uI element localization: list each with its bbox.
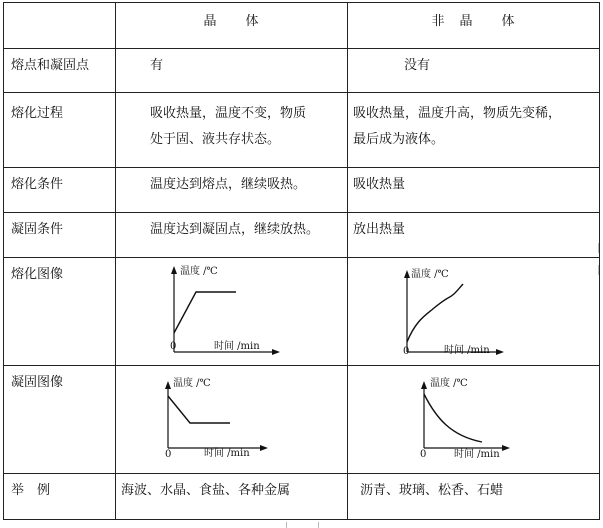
x-axis-label: 时间 /min xyxy=(454,449,500,461)
table-header-row xyxy=(4,3,600,49)
x-axis-arrow xyxy=(260,445,268,451)
header-crystal: 晶 体 xyxy=(116,3,348,49)
header-empty-cell xyxy=(4,3,116,49)
crystal-cell: 吸收热量，温度不变，物质 处于固、液共存状态。 xyxy=(116,93,348,167)
table-row xyxy=(4,473,600,519)
amorphous-cell: 吸收热量，温度升高，物质先变稀， 最后成为液体。 xyxy=(348,93,600,167)
melting-curve xyxy=(407,284,463,342)
crystal-comparison-table xyxy=(3,2,600,520)
origin-label: 0 xyxy=(420,449,427,461)
crystal-melting-graph xyxy=(124,260,339,360)
amorphous-cell: 放出热量 xyxy=(348,212,600,257)
crystal-melting-graph-cell xyxy=(116,257,348,365)
page-edge-mark xyxy=(598,243,599,253)
solidifying-curve xyxy=(168,396,230,423)
table-row xyxy=(4,212,600,257)
table-row xyxy=(4,257,600,365)
melting-curve xyxy=(174,292,236,333)
page-edge-mark xyxy=(286,522,287,528)
y-axis-label: 温度 /℃ xyxy=(411,268,449,280)
crystal-solidifying-graph xyxy=(124,368,339,468)
row-label: 举 例 xyxy=(4,473,116,519)
header-amorphous: 非 晶 体 xyxy=(348,3,600,49)
row-label: 熔化图像 xyxy=(4,257,116,365)
y-axis-arrow xyxy=(171,266,177,274)
y-axis-arrow xyxy=(404,270,410,278)
x-axis-label: 时间 /min xyxy=(444,344,490,356)
table-row xyxy=(4,49,600,93)
amorphous-solidifying-graph xyxy=(356,368,591,468)
crystal-cell: 温度达到熔点，继续吸热。 xyxy=(116,167,348,212)
x-axis-label: 时间 /min xyxy=(204,448,250,460)
page-edge-mark xyxy=(598,265,599,275)
crystal-cell: 有 xyxy=(116,49,348,93)
x-axis-arrow xyxy=(496,349,504,355)
y-axis-arrow xyxy=(165,381,171,389)
y-axis-arrow xyxy=(421,381,427,389)
amorphous-cell: 吸收热量 xyxy=(348,167,600,212)
solidifying-curve xyxy=(424,394,482,442)
row-label: 熔点和凝固点 xyxy=(4,49,116,93)
row-label: 熔化条件 xyxy=(4,167,116,212)
table-row xyxy=(4,167,600,212)
amorphous-cell: 沥青、玻璃、松香、石蜡 xyxy=(348,473,600,519)
amorphous-cell: 没有 xyxy=(348,49,600,93)
origin-label: 0 xyxy=(170,340,177,352)
crystal-cell: 温度达到凝固点，继续放热。 xyxy=(116,212,348,257)
row-label: 凝固条件 xyxy=(4,212,116,257)
amorphous-melting-graph-cell xyxy=(348,257,600,365)
y-axis-label: 温度 /℃ xyxy=(173,378,211,390)
amorphous-solidifying-graph-cell xyxy=(348,366,600,473)
y-axis-label: 温度 /℃ xyxy=(430,378,468,390)
crystal-cell: 海波、水晶、食盐、各种金属 xyxy=(116,473,348,519)
crystal-solidifying-graph-cell xyxy=(116,366,348,473)
table-row xyxy=(4,93,600,167)
x-axis-label: 时间 /min xyxy=(214,340,260,352)
origin-label: 0 xyxy=(165,449,172,461)
row-label: 凝固图像 xyxy=(4,366,116,473)
origin-label: 0 xyxy=(403,345,410,357)
y-axis-label: 温度 /℃ xyxy=(180,265,218,277)
x-axis-arrow xyxy=(272,349,280,355)
table-row xyxy=(4,366,600,473)
page-edge-mark xyxy=(318,522,319,528)
row-label: 熔化过程 xyxy=(4,93,116,167)
amorphous-melting-graph xyxy=(356,260,591,360)
x-axis-arrow xyxy=(502,445,510,451)
